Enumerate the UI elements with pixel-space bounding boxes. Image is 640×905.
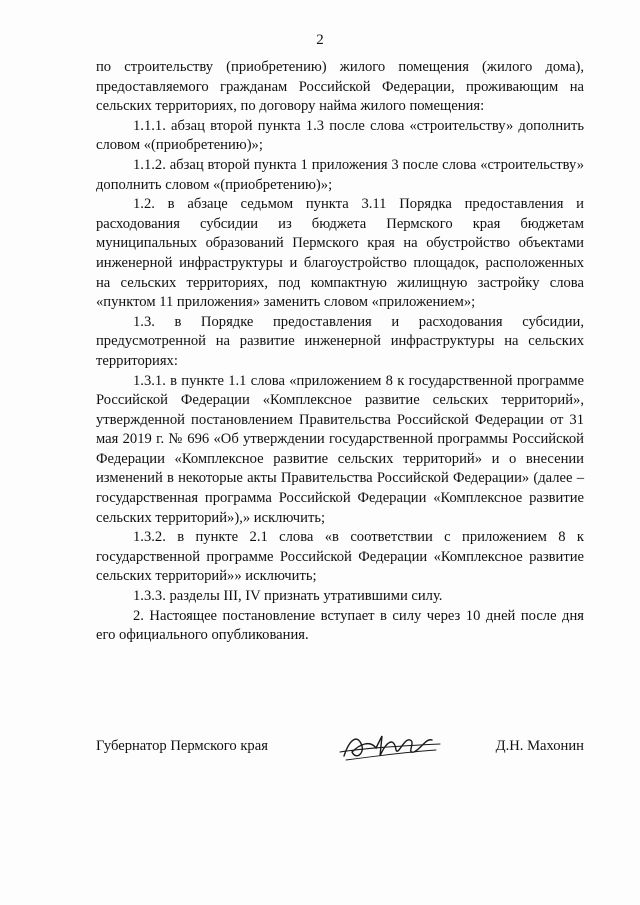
paragraph: 1.3.3. разделы III, IV признать утратившими силу.: [133, 588, 443, 605]
signatory-position: Губернатор Пермского края: [96, 738, 268, 754]
document-body: [96, 58, 584, 646]
paragraph: 1.1.1. абзац второй пункта 1.3 после слова «строительству» дополнить словом «(приобретению)»;: [96, 117, 584, 154]
signature-block: [96, 738, 584, 768]
handwritten-signature: [336, 726, 446, 768]
page-number: 2: [316, 32, 324, 48]
paragraph: 1.3. в Порядке предоставления и расходования субсидии, предусмотренной на развитие инженерной инфраструктуры на сельских территориях:: [96, 313, 584, 369]
paragraph: 1.1.2. абзац второй пункта 1 приложения 3 после слова «строительству» дополнить словом «(приобретению)»;: [96, 156, 584, 193]
paragraph: 1.2. в абзаце седьмом пункта 3.11 Порядка предоставления и расходования субсидии из бюджета Пермского края бюджетам муниципальных образований Пермского края на обустройство объектами инженерной инфраструктуры и благоустройство площадок, расположенных на сельских территориях, под компактную жилищную застройку слова «пунктом 11 приложения» заменить словом «приложением»;: [96, 196, 584, 311]
paragraph: 1.3.1. в пункте 1.1 слова «приложением 8 к государственной программе Российской Федерации «Комплексное развитие сельских территорий», утвержденной постановлением Правительства Российской Федерации от 31 мая 2019 г. № 696 «Об утверждении государственной программы Российской Федерации «Комплексное развитие сельских территорий» и о внесении изменений в некоторые акты Правительства Российской Федерации» (далее – государственная программа Российской Федерации «Комплексное развитие сельских территорий»),» исключить;: [96, 372, 584, 526]
paragraph: по строительству (приобретению) жилого помещения (жилого дома), предоставляемого гражданам Российской Федерации, проживающим на сельских территориях, по договору найма жилого помещения:: [96, 59, 584, 115]
paragraph: 1.3.2. в пункте 2.1 слова «в соответствии с приложением 8 к государственной программе Российской Федерации «Комплексное развитие сельских территорий»» исключить;: [96, 529, 584, 585]
signatory-name: Д.Н. Махонин: [495, 738, 584, 754]
paragraph: 2. Настоящее постановление вступает в силу через 10 дней после дня его официального опубликования.: [96, 607, 584, 644]
